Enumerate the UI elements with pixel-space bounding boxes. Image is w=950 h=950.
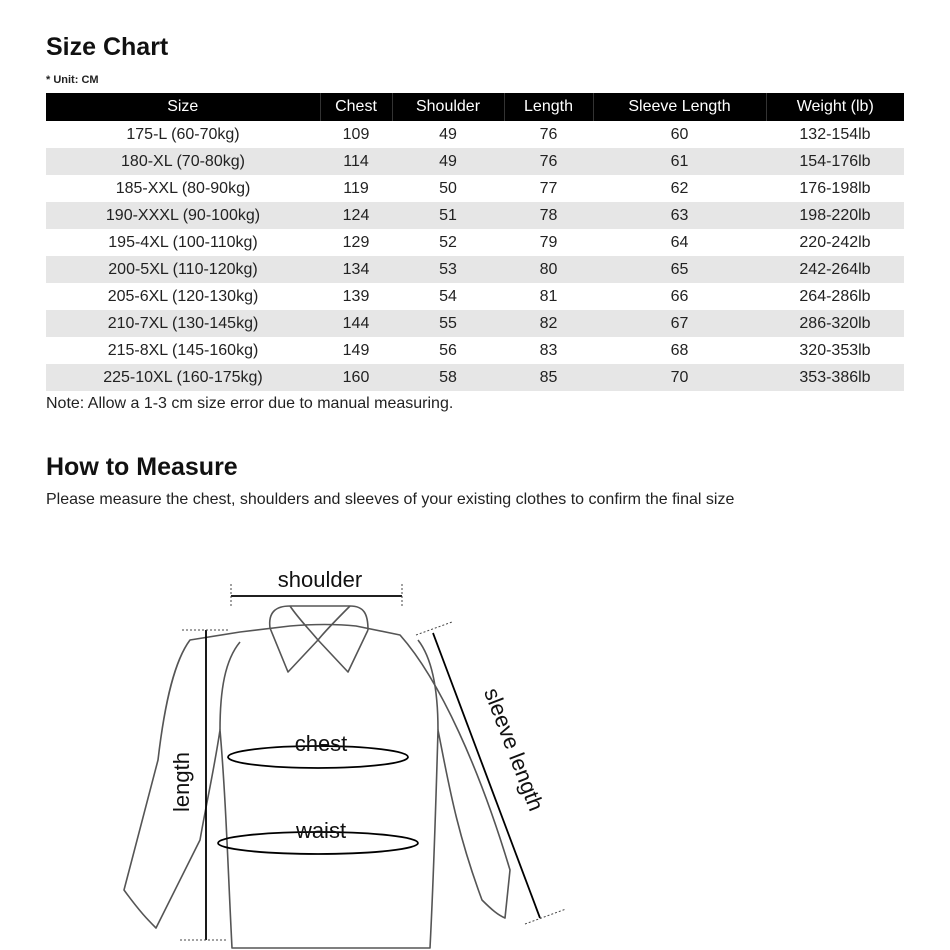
cell-chest: 144: [320, 310, 392, 337]
cell-sleeve-length: 66: [593, 283, 766, 310]
header-shoulder: Shoulder: [392, 93, 504, 121]
cell-shoulder: 58: [392, 364, 504, 391]
cell-weight: 242-264lb: [766, 256, 904, 283]
header-chest: Chest: [320, 93, 392, 121]
cell-sleeve-length: 60: [593, 121, 766, 148]
cell-sleeve-length: 68: [593, 337, 766, 364]
cell-size: 210-7XL (130-145kg): [46, 310, 320, 337]
header-sleeve-length: Sleeve Length: [593, 93, 766, 121]
cell-size: 180-XL (70-80kg): [46, 148, 320, 175]
cell-weight: 286-320lb: [766, 310, 904, 337]
table-row: [46, 256, 904, 283]
measure-lines: [206, 596, 540, 940]
cell-shoulder: 49: [392, 121, 504, 148]
cell-length: 76: [504, 121, 593, 148]
cell-sleeve-length: 64: [593, 229, 766, 256]
cell-size: 225-10XL (160-175kg): [46, 364, 320, 391]
cell-chest: 160: [320, 364, 392, 391]
cell-weight: 220-242lb: [766, 229, 904, 256]
cell-length: 80: [504, 256, 593, 283]
cell-weight: 176-198lb: [766, 175, 904, 202]
cell-sleeve-length: 63: [593, 202, 766, 229]
cell-length: 85: [504, 364, 593, 391]
table-row: [46, 337, 904, 364]
size-table: [46, 93, 904, 391]
cell-size: 195-4XL (100-110kg): [46, 229, 320, 256]
waist-label: waist: [295, 818, 347, 843]
cell-chest: 129: [320, 229, 392, 256]
table-row: [46, 310, 904, 337]
table-row: [46, 121, 904, 148]
cell-length: 77: [504, 175, 593, 202]
cell-length: 82: [504, 310, 593, 337]
cell-weight: 353-386lb: [766, 364, 904, 391]
shirt-measure-diagram: [100, 540, 600, 950]
cell-shoulder: 49: [392, 148, 504, 175]
cell-sleeve-length: 70: [593, 364, 766, 391]
cell-sleeve-length: 65: [593, 256, 766, 283]
size-chart-title: Size Chart: [46, 33, 169, 61]
cell-shoulder: 55: [392, 310, 504, 337]
cell-sleeve-length: 67: [593, 310, 766, 337]
cell-chest: 139: [320, 283, 392, 310]
cell-chest: 114: [320, 148, 392, 175]
cell-chest: 149: [320, 337, 392, 364]
cell-chest: 109: [320, 121, 392, 148]
table-row: [46, 229, 904, 256]
table-row: [46, 148, 904, 175]
unit-note: * Unit: CM: [46, 74, 99, 86]
table-header-row: [46, 93, 904, 121]
cell-chest: 124: [320, 202, 392, 229]
cell-shoulder: 54: [392, 283, 504, 310]
table-row: [46, 283, 904, 310]
cell-weight: 154-176lb: [766, 148, 904, 175]
table-row: [46, 364, 904, 391]
how-to-measure-title: How to Measure: [46, 453, 238, 481]
cell-size: 175-L (60-70kg): [46, 121, 320, 148]
length-label: length: [169, 752, 194, 812]
cell-weight: 320-353lb: [766, 337, 904, 364]
cell-shoulder: 53: [392, 256, 504, 283]
cell-shoulder: 52: [392, 229, 504, 256]
cell-shoulder: 56: [392, 337, 504, 364]
cell-shoulder: 50: [392, 175, 504, 202]
header-weight: Weight (lb): [766, 93, 904, 121]
cell-size: 190-XXXL (90-100kg): [46, 202, 320, 229]
cell-shoulder: 51: [392, 202, 504, 229]
cell-chest: 119: [320, 175, 392, 202]
cell-weight: 198-220lb: [766, 202, 904, 229]
cell-length: 76: [504, 148, 593, 175]
cell-sleeve-length: 61: [593, 148, 766, 175]
table-row: [46, 202, 904, 229]
measurement-note: Note: Allow a 1-3 cm size error due to manual measuring.: [46, 395, 454, 412]
table-row: [46, 175, 904, 202]
shoulder-label: shoulder: [277, 567, 363, 592]
how-to-measure-description: Please measure the chest, shoulders and sleeves of your existing clothes to confirm the final size: [46, 491, 735, 508]
cell-size: 215-8XL (145-160kg): [46, 337, 320, 364]
sleeve-length-label: sleeve length: [479, 684, 549, 815]
cell-length: 81: [504, 283, 593, 310]
header-length: Length: [504, 93, 593, 121]
cell-length: 78: [504, 202, 593, 229]
cell-weight: 132-154lb: [766, 121, 904, 148]
cell-size: 205-6XL (120-130kg): [46, 283, 320, 310]
cell-weight: 264-286lb: [766, 283, 904, 310]
chest-label: chest: [294, 731, 348, 756]
cell-size: 200-5XL (110-120kg): [46, 256, 320, 283]
cell-size: 185-XXL (80-90kg): [46, 175, 320, 202]
cell-sleeve-length: 62: [593, 175, 766, 202]
cell-chest: 134: [320, 256, 392, 283]
cell-length: 79: [504, 229, 593, 256]
header-size: Size: [46, 93, 320, 121]
cell-length: 83: [504, 337, 593, 364]
